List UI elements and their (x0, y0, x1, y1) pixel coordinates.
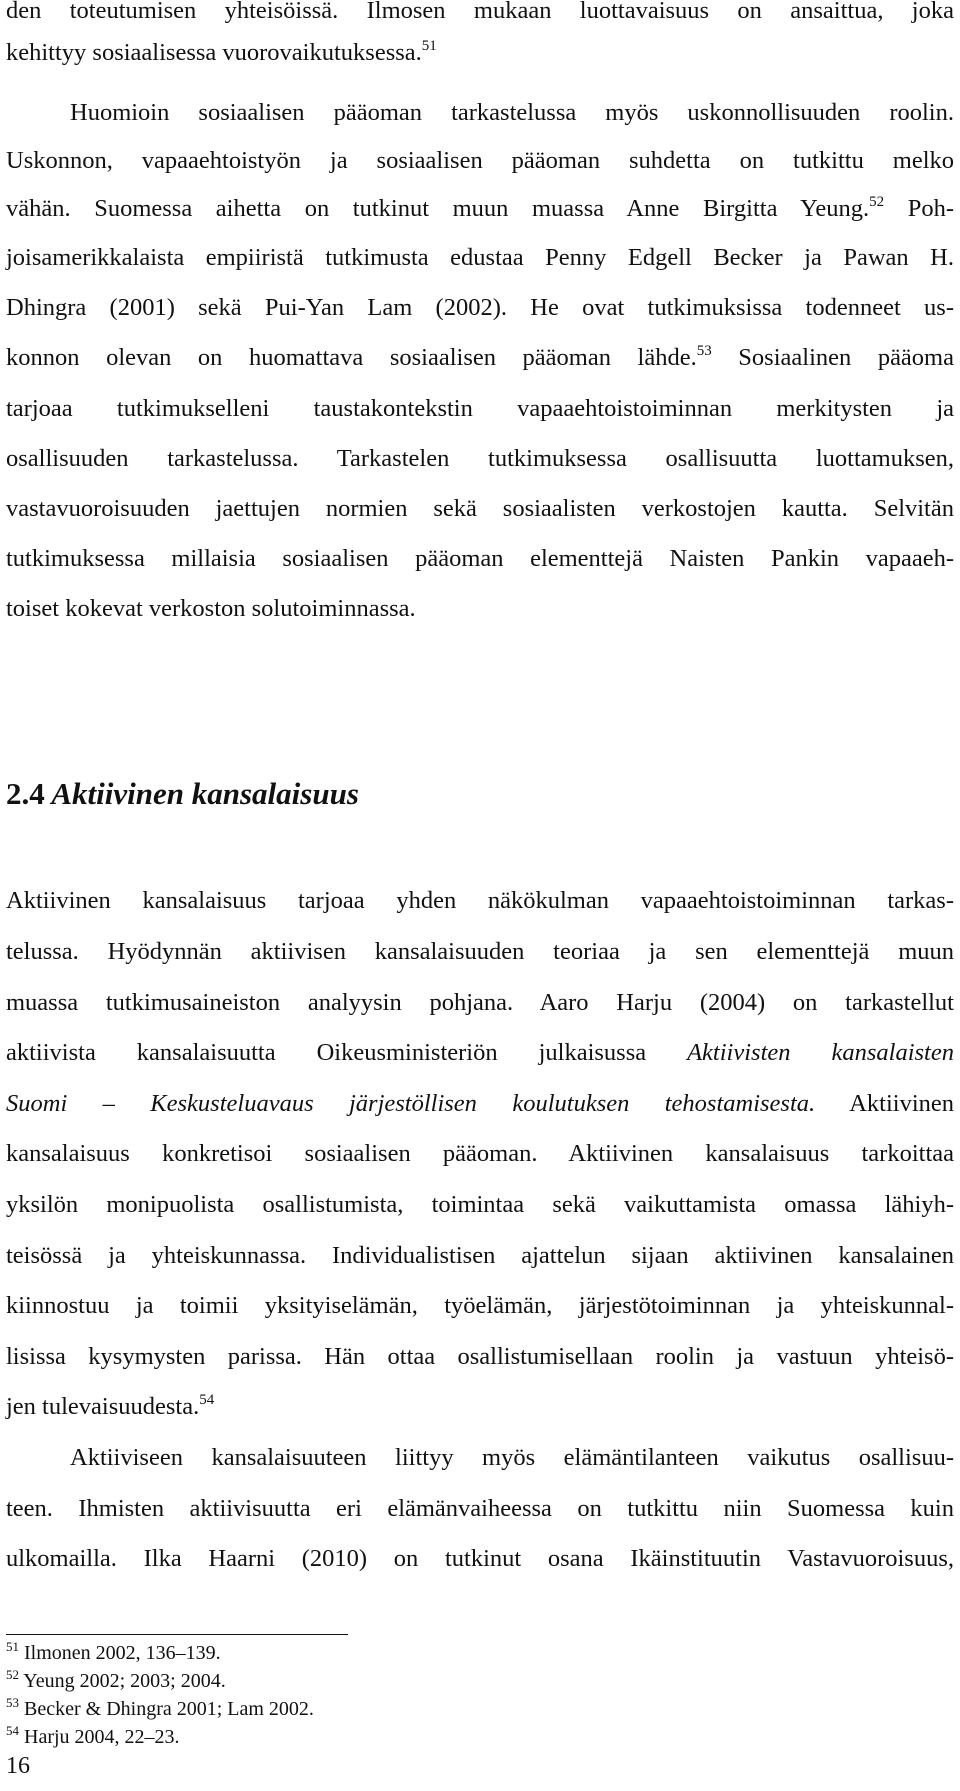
footnote: $^{53}$ Becker & Dhingra 2001; Lam 2002. (6, 1695, 314, 1720)
text-line: telussa. Hyödynnän aktiivisen kansalaisuuden teoriaa ja sen elementtejä muun (6, 938, 954, 965)
text-line: konnon olevan on huomattava sosiaalisen pääoman lähde.$^{53}$ Sosiaalinen pääoma (6, 343, 954, 371)
text-line: muassa tutkimusaineiston analyysin pohjana. Aaro Harju (2004) on tarkastellut (6, 989, 954, 1016)
section-title: Aktiivinen kansalaisuus (51, 776, 359, 811)
publication-title: Suomi – Keskusteluavaus järjestöllisen koulutuksen tehostamisesta. (6, 1090, 816, 1117)
footnote: $^{52}$ Yeung 2002; 2003; 2004. (6, 1667, 226, 1692)
text-line: Aktiivinen kansalaisuus tarjoaa yhden näkökulman vapaaehtoistoiminnan tarkas- (6, 887, 954, 914)
footnote-ref[interactable]: 52 (869, 194, 885, 210)
text-line: yksilön monipuolista osallistumista, toimintaa sekä vaikuttamista omassa lähiyh- (6, 1191, 954, 1218)
text-line: Huomioin sosiaalisen pääoman tarkastelussa myös uskonnollisuuden roolin. (70, 99, 954, 126)
text-line: aktiivista kansalaisuutta Oikeusministeriön julkaisussa Aktiivisten kansalaisten (6, 1039, 954, 1066)
text-line: osallisuuden tarkastelussa. Tarkastelen tutkimuksessa osallisuutta luottamuksen, (6, 445, 954, 472)
text-line: toiset kokevat verkoston solutoiminnassa. (6, 595, 416, 622)
text-line: kiinnostuu ja toimii yksityiselämän, työelämän, järjestötoiminnan ja yhteiskunnal- (6, 1292, 954, 1319)
text-line: teisössä ja yhteiskunnassa. Individualistisen ajattelun sijaan aktiivinen kansalainen (6, 1242, 954, 1269)
text-line: den toteutumisen yhteisöissä. Ilmosen mukaan luottavaisuus on ansaittua, joka (6, 0, 954, 24)
text-line: Dhingra (2001) sekä Pui-Yan Lam (2002). He ovat tutkimuksissa todenneet us- (6, 294, 954, 321)
text-line: vastavuoroisuuden jaettujen normien sekä sosiaalisten verkostojen kautta. Selvitän (6, 495, 954, 522)
text-line: teen. Ihmisten aktiivisuutta eri elämänvaiheessa on tutkittu niin Suomessa kuin (6, 1495, 954, 1522)
text-line: tutkimuksessa millaisia sosiaalisen pääoman elementtejä Naisten Pankin vapaaeh- (6, 545, 954, 572)
footnote: $^{54}$ Harju 2004, 22–23. (6, 1723, 180, 1748)
text-line: kehittyy sosiaalisessa vuorovaikutuksessa.$^{51}$ (6, 38, 437, 66)
text-line: jen tulevaisuudesta.$^{54}$ (6, 1392, 215, 1420)
text-line: kansalaisuus konkretisoi sosiaalisen pääoman. Aktiivinen kansalaisuus tarkoittaa (6, 1140, 954, 1167)
section-heading (6, 776, 359, 812)
footnote-ref[interactable]: 54 (199, 1392, 215, 1408)
text-line: Suomi – Keskusteluavaus järjestöllisen koulutuksen tehostamisesta. Aktiivinen (6, 1090, 954, 1117)
footnote-ref[interactable]: 53 (696, 343, 712, 359)
text-line: Uskonnon, vapaaehtoistyön ja sosiaalisen pääoman suhdetta on tutkittu melko (6, 147, 954, 174)
publication-title: Aktiivisten kansalaisten (687, 1039, 954, 1066)
text-line: tarjoaa tutkimukselleni taustakontekstin vapaaehtoistoiminnan merkitysten ja (6, 395, 954, 422)
text-line: joisamerikkalaista empiiristä tutkimusta edustaa Penny Edgell Becker ja Pawan H. (6, 244, 954, 271)
footnote: $^{51}$ Ilmonen 2002, 136–139. (6, 1639, 221, 1664)
text-line: vähän. Suomessa aihetta on tutkinut muun muassa Anne Birgitta Yeung.$^{52}$ Poh- (6, 194, 955, 222)
page-number: 16 (6, 1753, 30, 1779)
section-number: 2.4 (6, 776, 45, 811)
footnote-ref[interactable]: 51 (421, 38, 437, 54)
footnote-separator (6, 1634, 348, 1635)
text-line: lisissa kysymysten parissa. Hän ottaa osallistumisellaan roolin ja vastuun yhteisö- (6, 1343, 954, 1370)
text-line: ulkomailla. Ilka Haarni (2010) on tutkinut osana Ikäinstituutin Vastavuoroisuus, (6, 1545, 954, 1572)
text-line: Aktiiviseen kansalaisuuteen liittyy myös elämäntilanteen vaikutus osallisuu- (70, 1444, 954, 1471)
